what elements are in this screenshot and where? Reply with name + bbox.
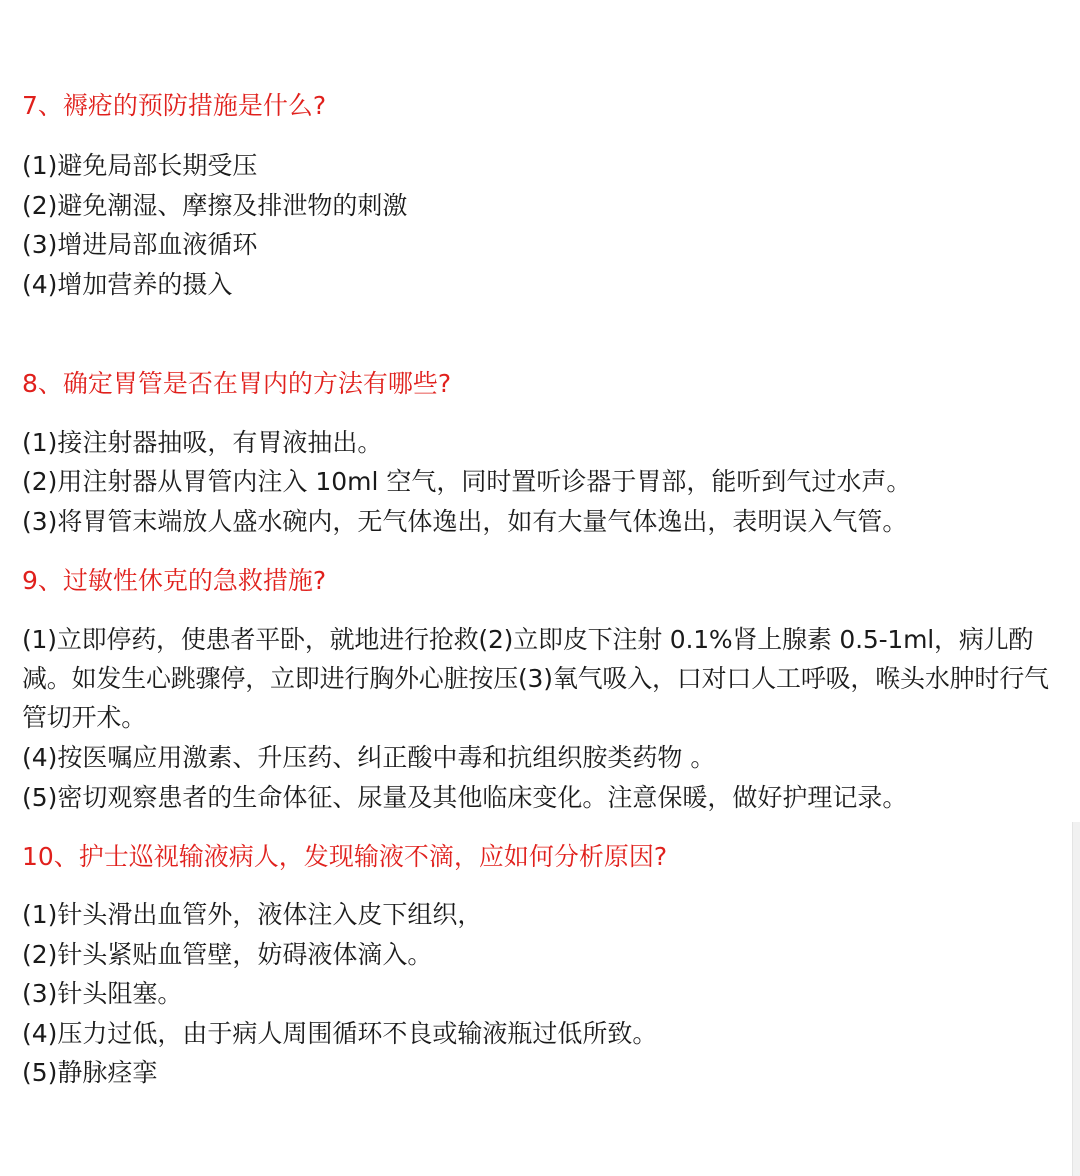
answer-line: (1)避免局部长期受压 xyxy=(22,151,258,180)
question-heading: 9、过敏性休克的急救措施? xyxy=(22,566,327,595)
answer-line: (4)按医嘱应用激素、升压药、纠正酸中毒和抗组织胺类药物 。 xyxy=(22,743,716,772)
answer-paragraph: (1)立即停药，使患者平卧，就地进行抢救(2)立即皮下注射 0.1%肾上腺素 0.5-1ml，病儿酌减。如发生心跳骤停，立即进行胸外心脏按压(3)氧气吸入，口对口人工呼吸，喉头水肿时行气管切开术。 xyxy=(22,625,1049,732)
question-heading: 8、确定胃管是否在胃内的方法有哪些? xyxy=(22,369,452,398)
answer-line: (3)将胃管末端放人盛水碗内，无气体逸出，如有大量气体逸出，表明误入气管。 xyxy=(22,507,908,536)
question-heading: 7、褥疮的预防措施是什么? xyxy=(22,91,327,120)
answer-line: (5)密切观察患者的生命体征、尿量及其他临床变化。注意保暖，做好护理记录。 xyxy=(22,783,908,812)
answer-line: (4)增加营养的摄入 xyxy=(22,270,233,299)
answer-line: (2)针头紧贴血管壁，妨碍液体滴入。 xyxy=(22,940,433,969)
answer-line: (4)压力过低，由于病人周围循环不良或输液瓶过低所致。 xyxy=(22,1019,658,1048)
question-heading: 10、护士巡视输液病人，发现输液不滴，应如何分析原因? xyxy=(22,842,668,871)
scrollbar-track[interactable] xyxy=(1072,822,1080,1176)
answer-line: (5)静脉痉挛 xyxy=(22,1058,158,1087)
answer-line: (3)增进局部血液循环 xyxy=(22,230,258,259)
answer-line: (1)接注射器抽吸，有胃液抽出。 xyxy=(22,428,383,457)
answer-line: (1)针头滑出血管外，液体注入皮下组织， xyxy=(22,900,483,929)
answer-line: (2)用注射器从胃管内注入 10ml 空气，同时置听诊器于胃部，能听到气过水声。 xyxy=(22,467,912,496)
answer-line: (2)避免潮湿、摩擦及排泄物的刺激 xyxy=(22,191,408,220)
answer-line: (3)针头阻塞。 xyxy=(22,979,183,1008)
